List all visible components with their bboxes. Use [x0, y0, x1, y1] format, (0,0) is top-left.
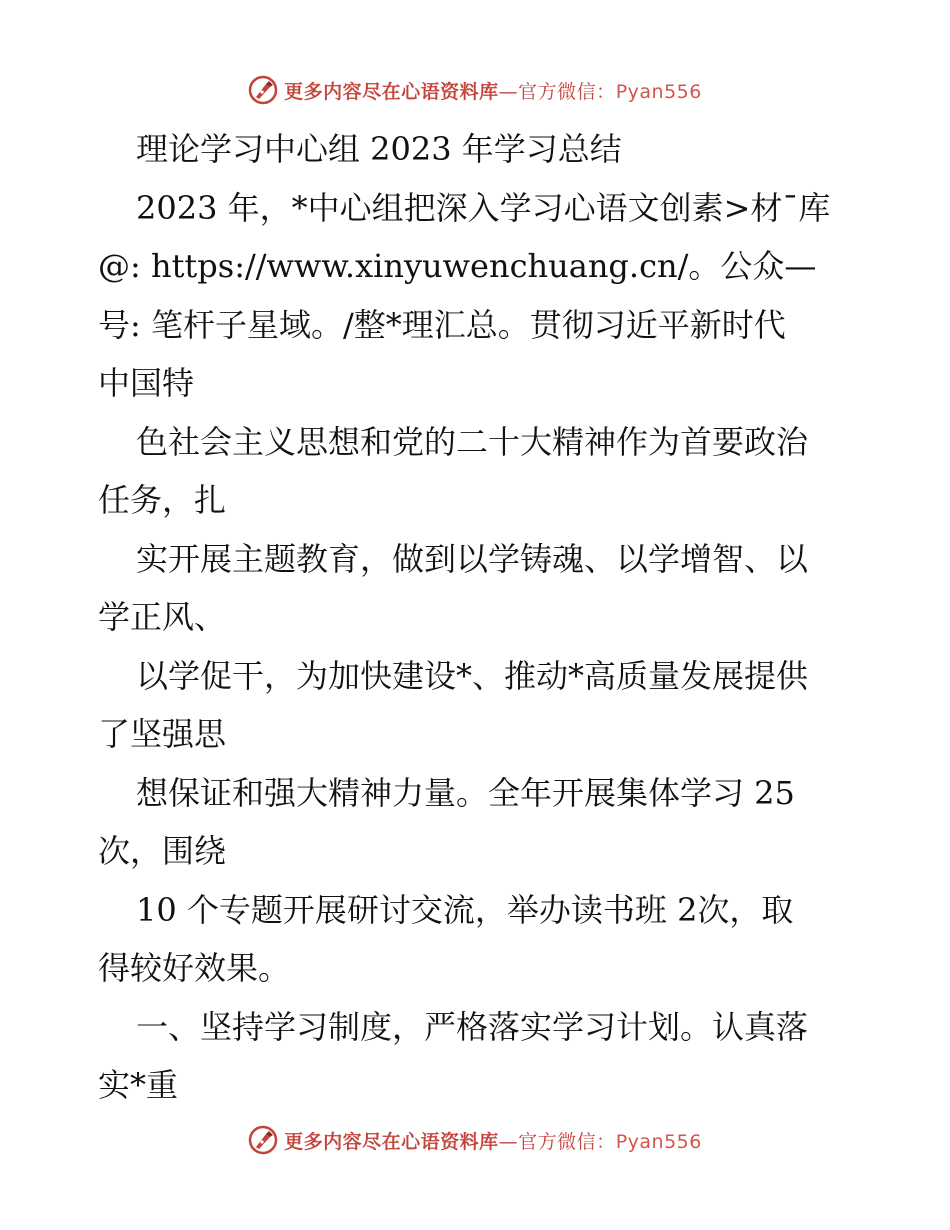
watermark-id: Pyan556	[615, 80, 702, 103]
text-line: 得较好效果。	[98, 949, 291, 987]
text-line: 了坚强思	[98, 715, 227, 753]
watermark-label: 官方微信：	[518, 1130, 616, 1153]
section-heading-line: 一、坚持学习制度，严格落实学习计划。认真落	[136, 1007, 809, 1046]
text-line: 想保证和强大精神力量。全年开展集体学习 25	[136, 773, 795, 812]
document-title: 理论学习中心组 2023 年学习总结	[136, 130, 622, 168]
document-body	[98, 120, 858, 1115]
watermark-banner-top	[0, 70, 950, 110]
watermark-dash: —	[498, 1130, 519, 1153]
watermark-id: Pyan556	[615, 1130, 702, 1153]
text-line: 中国特	[98, 364, 195, 402]
text-line: 实*重	[98, 1066, 179, 1104]
pen-nib-circle-icon	[248, 1125, 278, 1155]
text-line: 号: 笔杆子星域。/整*理汇总。贯彻习近平新时代	[98, 305, 786, 344]
text-line: @: https://www.xinyuwenchuang.cn/。公众—	[98, 247, 817, 285]
text-line: 以学促干，为加快建设*、推动*高质量发展提供	[136, 656, 809, 695]
watermark-banner-bottom	[0, 1120, 950, 1160]
watermark-main-text: 更多内容尽在心语资料库	[284, 80, 499, 103]
text-line: 次，围绕	[98, 832, 227, 870]
text-line: 色社会主义思想和党的二十大精神作为首要政治	[136, 422, 809, 461]
watermark-label: 官方微信：	[518, 80, 616, 103]
text-line: 2023 年，*中心组把深入学习心语文创素>材¯库	[136, 188, 831, 227]
watermark-dash: —	[498, 80, 519, 103]
text-line: 任务，扎	[98, 481, 227, 519]
text-line: 10 个专题开展研讨交流，举办读书班 2次，取	[136, 890, 794, 929]
text-line: 实开展主题教育，做到以学铸魂、以学增智、以	[136, 539, 809, 578]
watermark-main-text: 更多内容尽在心语资料库	[284, 1130, 499, 1153]
text-line: 学正风、	[98, 598, 227, 636]
pen-nib-circle-icon	[248, 75, 278, 105]
